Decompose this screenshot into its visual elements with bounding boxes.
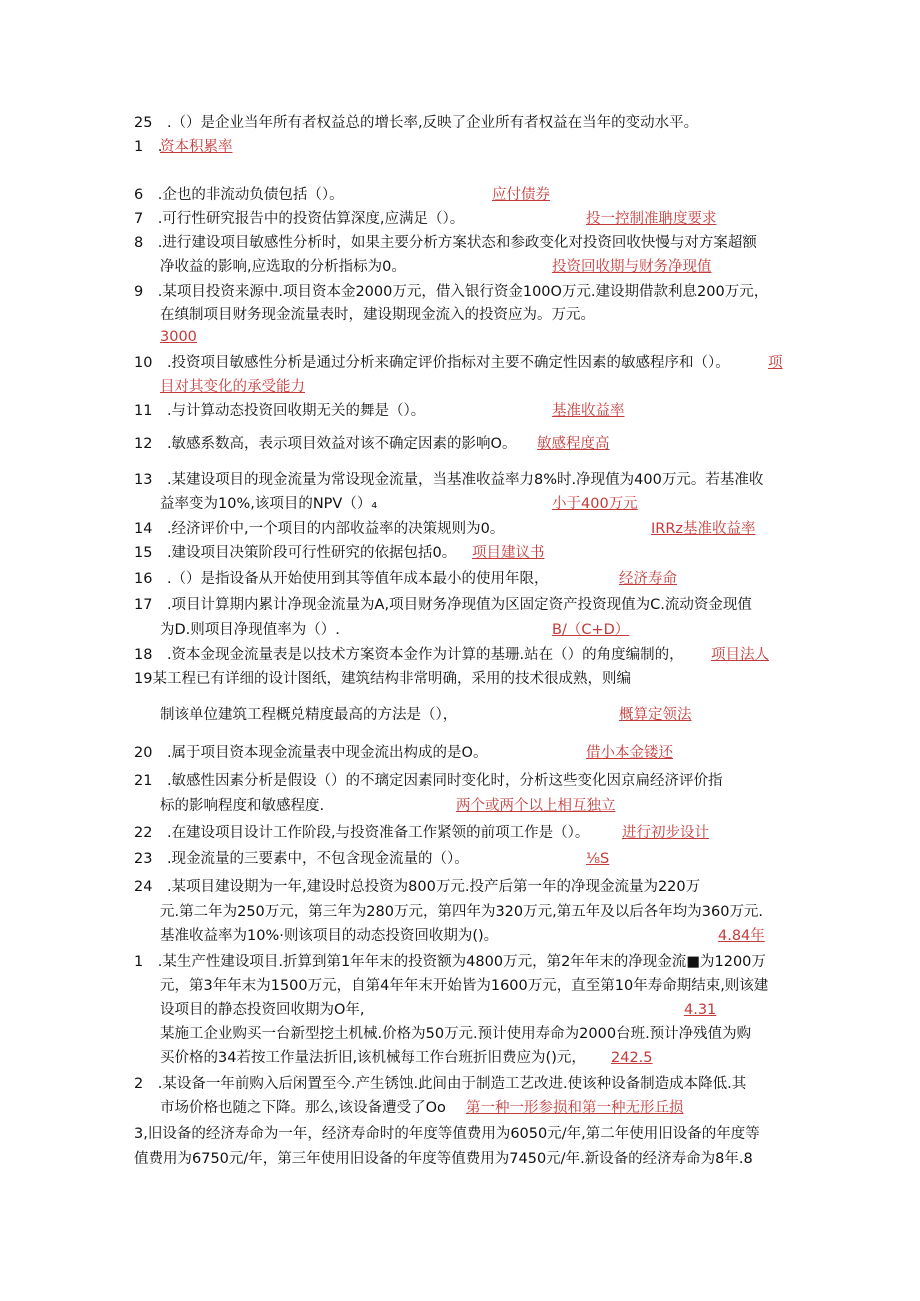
q21-line2: 标的影响程度和敏感程度.: [160, 798, 325, 814]
q19-answer: 概算定领法: [619, 707, 692, 723]
p1-line2: 元，第3年年末为1500万元，自第4年年末开始皆为1600万元，直至第10年寿命期结束,则该建: [160, 978, 769, 994]
q20-answer: 借小本金镂还: [586, 745, 673, 761]
p2-answer: 第一种一形参损和第一种无形丘损: [466, 1100, 684, 1116]
q14-answer: IRRz基准收益率: [651, 521, 756, 537]
p1b-line1: 某施工企业购买一台新型挖土机械.价格为50万元.预计使用寿命为2000台班.预计净残值为购: [160, 1026, 752, 1042]
q12-text: 12 .敏感系数高，表示项目效益对该不确定因素的影响O。: [134, 436, 517, 452]
q18-text: 18 .资本金现金流量表是以技术方案资本金作为计算的基珊.站在（）的角度编制的，: [134, 647, 684, 663]
p1-line3: 设项目的静态投资回收期为O年,: [160, 1002, 365, 1018]
q25-answer: 资本积累率: [160, 139, 233, 155]
q24-answer: 4.84年: [718, 928, 765, 944]
q7-answer: 投一控制准聃度要求: [586, 211, 717, 227]
p3-line1: 3,旧设备的经济寿命为一年，经济寿命时的年度等值费用为6050元/年,第二年使用旧设备的年度等: [134, 1126, 760, 1142]
q21-answer: 两个或两个以上相互独立: [456, 798, 616, 814]
q16-text: 16 .（）是指设备从开始使用到其等值年成本最小的使用年限，: [134, 571, 549, 587]
q9-answer: 3000: [160, 329, 197, 345]
p1-answer: 4.31: [684, 1002, 717, 1018]
p1-line1: 1 .某生产性建设项目.折算到第1年年末的投资额为4800万元，第2年年末的净现金流■为1200万: [134, 954, 766, 970]
q12-answer: 敏感程度高: [537, 436, 610, 452]
q19-line1: 19某工程已有详细的设计图纸，建筑结构非常明确，采用的技术很成熟，则编: [134, 671, 631, 687]
p2-line1: 2 .某设备一年前购入后闲置至今.产生锈蚀.此间由于制造工艺改进.使该种设备制造成本降低.其: [134, 1076, 747, 1092]
q22-answer: 进行初步设计: [622, 825, 709, 841]
q21-line1: 21 .敏感性因素分析是假设（）的不璃定因素同时变化时，分析这些变化因京扁经济评价指: [134, 773, 723, 789]
q24-line2: 元.第二年为250万元，第三年为280万元，第四年为320万元,第五年及以后各年均为360万元.: [160, 904, 764, 920]
p1b-answer: 242.5: [611, 1050, 653, 1066]
q9-line1: 9 .某项目投资来源中.项目资本金2000万元，借入银行资金100O万元.建设期借款利息200万元，: [134, 284, 769, 300]
q24-line1: 24 .某项目建设期为一年,建设时总投资为800万元.投产后第一年的净现金流量为220万: [134, 879, 701, 895]
q17-line1: 17 .项目计算期内累计净现金流量为A,项目财务净现值为区固定资产投资现值为C.流动资金现值: [134, 597, 752, 613]
q19-line2: 制该单位建筑工程概兑精度最高的方法是（），: [160, 707, 458, 723]
q25-text: 25 .（）是企业当年所有者权益总的增长率,反映了企业所有者权益在当年的变动水平。: [134, 115, 699, 131]
q17-answer: B/（C+D）: [552, 622, 630, 638]
p3-line2: 值费用为6750元/年，第三年使用旧设备的年度等值费用为7450元/年.新设备的经济寿命为8年.8: [134, 1151, 753, 1167]
q16-answer: 经济寿命: [619, 571, 677, 587]
q22-text: 22 .在建设项目设计工作阶段,与投资准备工作紧领的前项工作是（）。: [134, 825, 590, 841]
q10-answer-part1: 项: [768, 355, 783, 371]
q20-text: 20 .属于项目资本现金流量表中现金流出构成的是O。: [134, 745, 488, 761]
q23-answer: ⅛S: [586, 851, 610, 867]
q8-line1: 8 .进行建设项目敏感性分析时，如果主要分析方案状态和参政变化对投资回收快慢与对方案超额: [134, 235, 757, 251]
q10-answer-part2: 目对其变化的承受能力: [160, 379, 305, 395]
p1b-line2: 买价格的34若按工作量法折旧,该机械每工作台班折旧费应为()元，: [160, 1050, 586, 1066]
q8-answer: 投资回收期与财务净现值: [552, 259, 712, 275]
q8-line2: 净收益的影响,应选取的分析指标为0。: [160, 259, 406, 275]
q10-line1: 10 .投资项目敏感性分析是通过分析来确定评价指标对主要不确定性因素的敏感程序和（）。: [134, 355, 730, 371]
q18-answer: 项目法人: [711, 647, 769, 663]
q11-text: 11 .与计算动态投资回收期无关的舞是（）。: [134, 403, 426, 419]
q17-line2: 为D.则项目净现值率为（）.: [160, 622, 340, 638]
q23-text: 23 .现金流量的三要素中，不包含现金流量的（）。: [134, 851, 469, 867]
q11-answer: 基准收益率: [552, 403, 625, 419]
q25-number: 1 .: [134, 139, 163, 155]
q24-line3: 基准收益率为10%·则该项目的动态投资回收期为()。: [160, 928, 499, 944]
q14-text: 14 .经济评价中,一个项目的内部收益率的决策规则为0。: [134, 521, 505, 537]
q9-line2: 在缜制项目财务现金流量表时，建设期现金流入的投资应为。万元。: [160, 307, 595, 323]
q13-answer: 小于400万元: [552, 496, 638, 512]
p2-line2: 市场价格也随之下降。那么,该设备遭受了Oo: [160, 1100, 446, 1116]
q15-answer: 项目建议书: [472, 545, 545, 561]
q15-text: 15 .建设项目决策阶段可行性研究的依据包括0。: [134, 545, 457, 561]
q7-text: 7 .可行性研究报告中的投资估算深度,应满足（）。: [134, 211, 465, 227]
q6-answer: 应付债券: [492, 187, 550, 203]
q13-line2: 益率变为10%,该项目的NPV（）₄: [160, 496, 378, 512]
q6-text: 6 .企也的非流动负债包括（）。: [134, 187, 344, 203]
q13-line1: 13 .某建设项目的现金流量为常设现金流量，当基准收益率力8%时.净现值为400万元。若基准收: [134, 472, 764, 488]
